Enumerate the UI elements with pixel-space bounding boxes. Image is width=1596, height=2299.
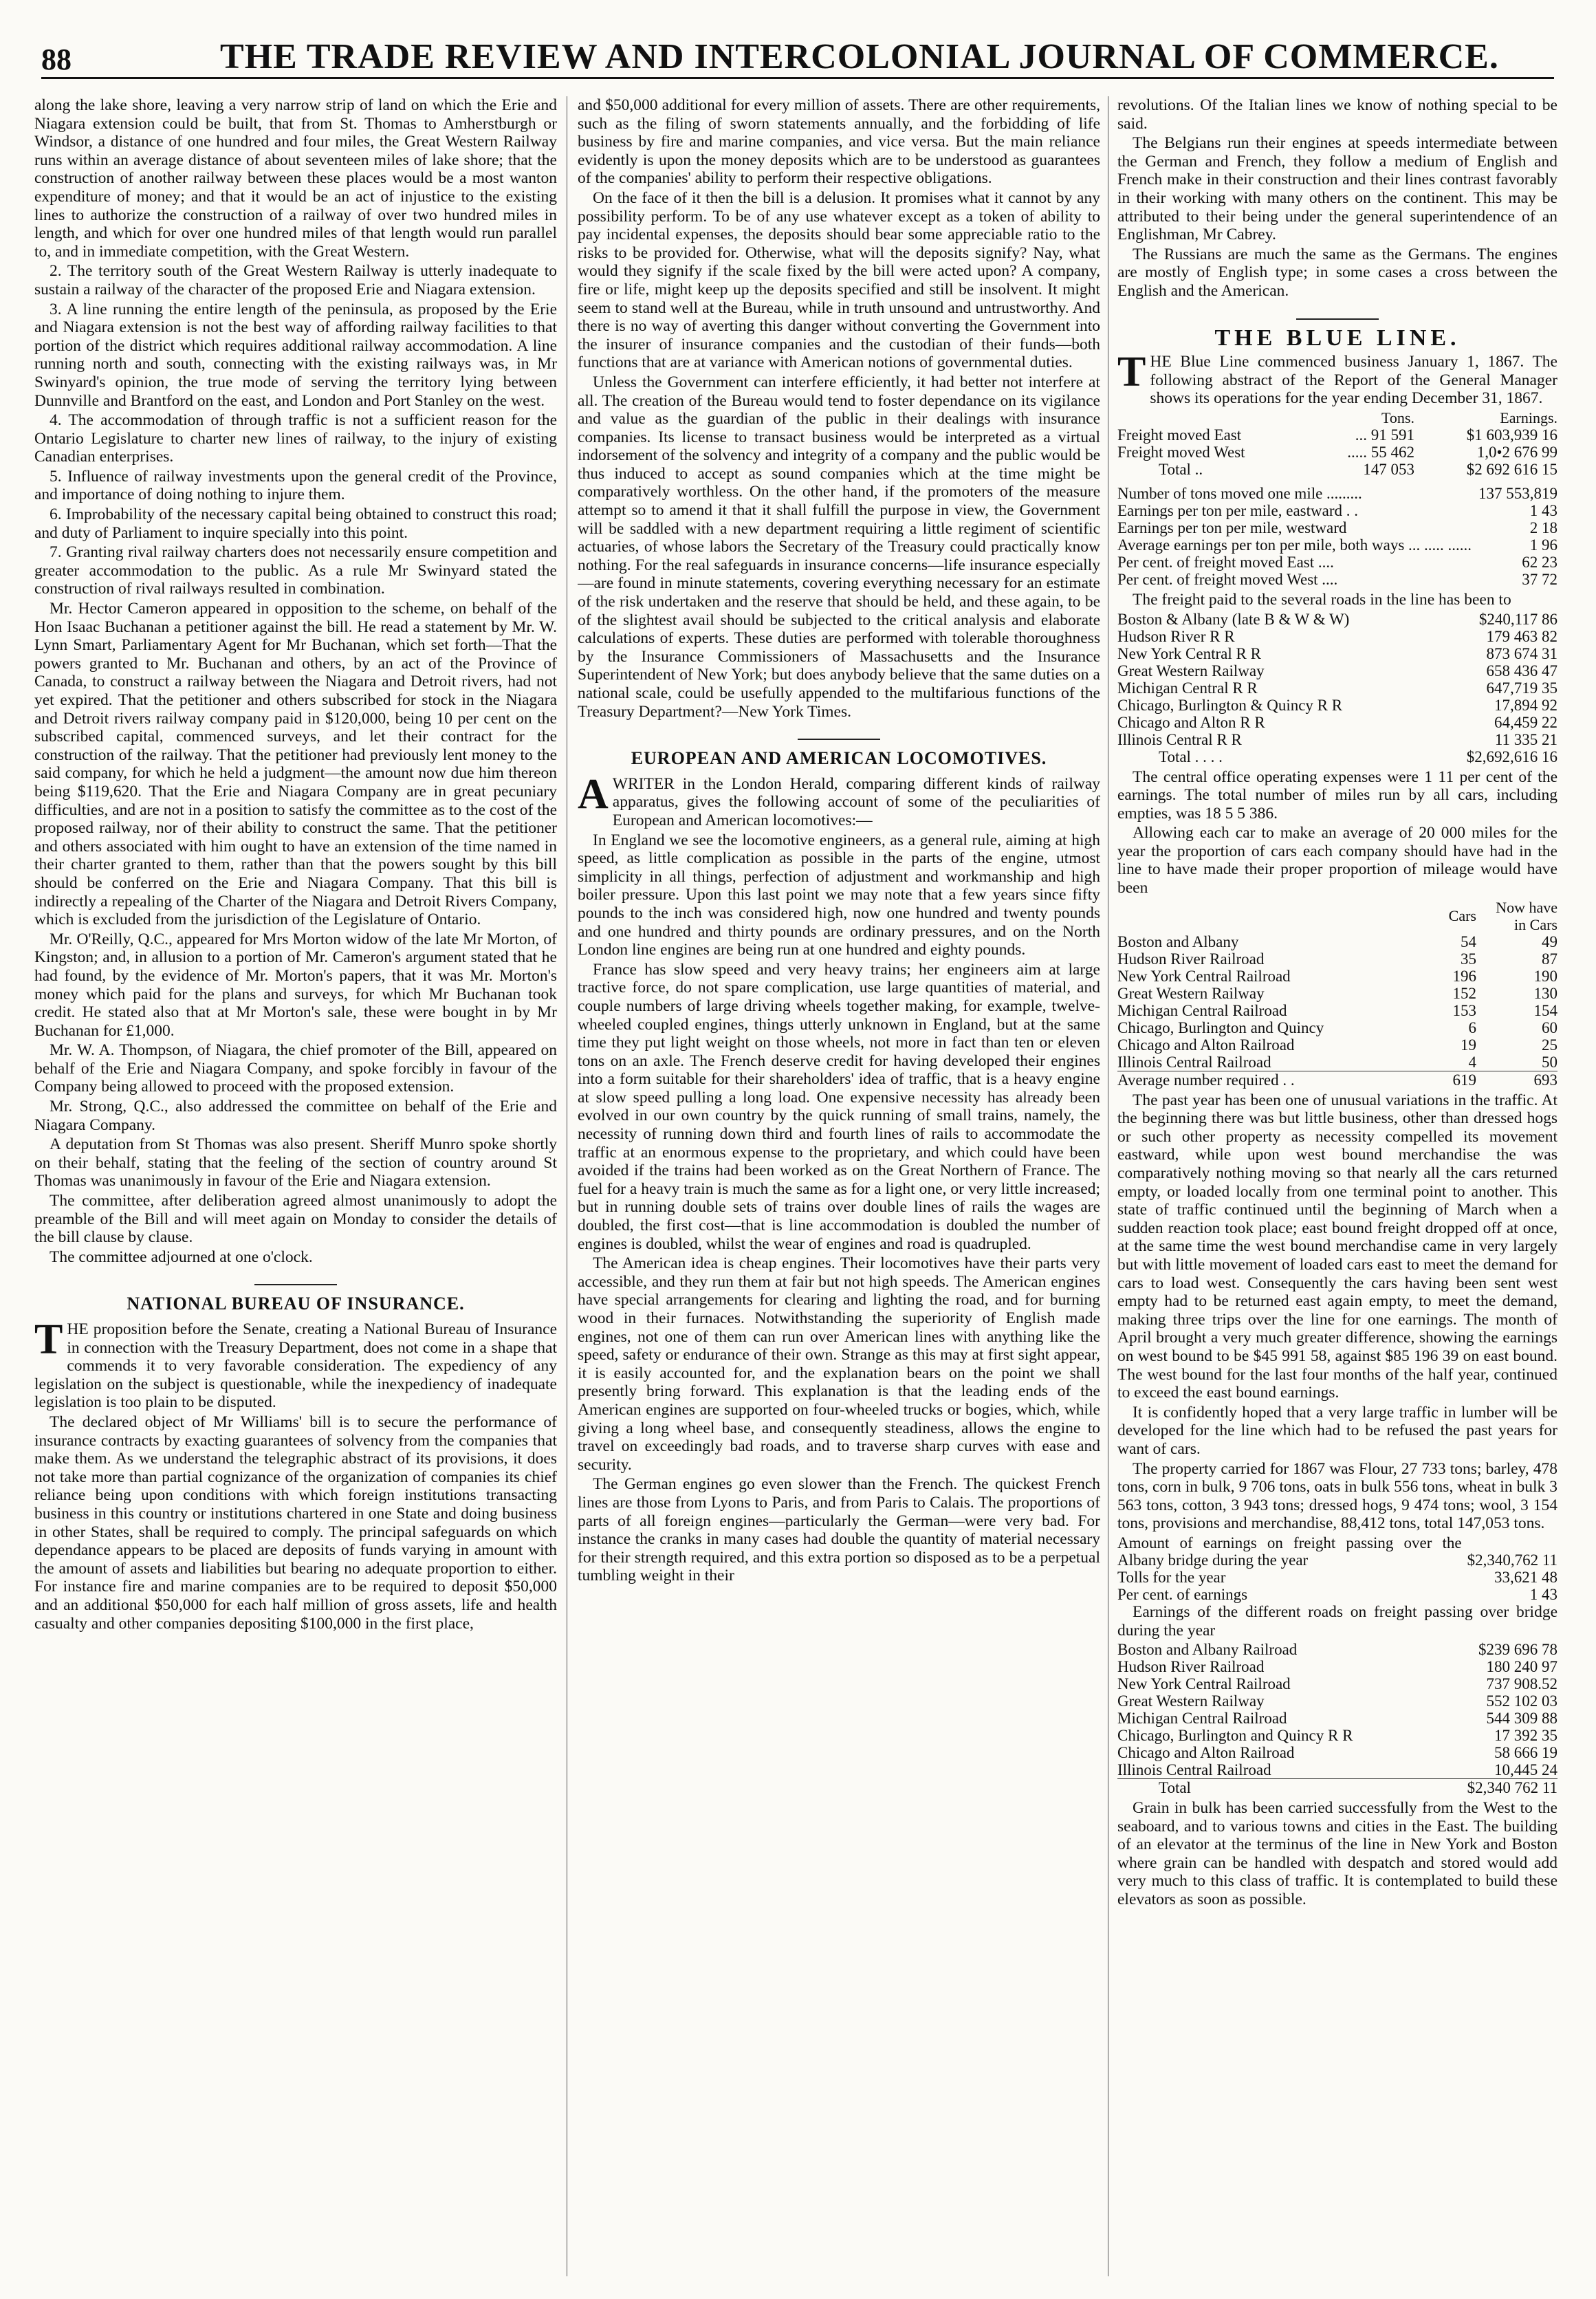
table-total-row	[1117, 461, 1557, 478]
column-2	[578, 96, 1100, 2276]
table-row	[1117, 571, 1557, 588]
locomotives-heading: EUROPEAN AND AMERICAN LOCOMOTIVES.	[631, 748, 1047, 769]
table-cell: New York Central R R	[1117, 644, 1261, 662]
freight-table	[1117, 409, 1557, 478]
table-cell: 693	[1476, 1071, 1557, 1089]
table-cell: 17 392 35	[1494, 1727, 1557, 1745]
table-cell: 544 309 88	[1486, 1710, 1557, 1728]
table-cell: 25	[1542, 1036, 1557, 1054]
table-row	[1117, 1675, 1557, 1692]
table-cell: Amount of earnings on freight passing over the Albany bridge during the year	[1117, 1534, 1462, 1569]
page-header	[41, 19, 1554, 79]
article-paragraph: The declared object of Mr Williams' bill is to secure the performance of insurance contracts by exacting guarantees of solvency from the companies that make them. As we understand the telegraphic abstract of its provisions, it does not take more than partial cognizance of the organization of companies its chief reliance being upon conditions with which foreign institutions transacting business in this country or institutions chartered in one State and doing business in other States, shall be required to comply. The principal safeguards on which dependance appears to be placed are deposits of funds varying in amount with the amount of assets and liabilities but bearing no adequate proportion to either. For instance fire and marine companies are to be required to deposit $50,000 and an additional $50,000 for each half million of gross assets, life and health casualty and other companies depositing $100,000 in the first place,	[34, 1413, 557, 1633]
table-cell: Boston and Albany	[1117, 933, 1239, 950]
table-row	[1117, 1641, 1557, 1658]
table-cell: Chicago, Burlington and Quincy R R	[1117, 1727, 1353, 1745]
table-header	[1117, 899, 1427, 933]
article-paragraph: 2. The territory south of the Great Western Railway is utterly inadequate to sustain a railway of the character of the proposed Erie and Niagara extension.	[34, 262, 557, 298]
table-cell: $2,340 762 11	[1430, 1779, 1557, 1797]
table-cell: 619	[1427, 1071, 1476, 1089]
lead-text: WRITER in the London Herald, comparing different kinds of railway apparatus, gives the following account of some of the peculiarities of European and American locomotives:—	[612, 774, 1100, 829]
table-cell: Chicago and Alton Railroad	[1117, 1036, 1295, 1054]
table-row	[1117, 628, 1557, 645]
article-paragraph: Allowing each car to make an average of 20 000 miles for the year the proportion of cars each company should have had in the line to have made their proper proportion of mileage would have been	[1117, 824, 1557, 897]
table-cell: Tolls for the year	[1117, 1568, 1226, 1586]
article-paragraph: revolutions. Of the Italian lines we know of nothing special to be said.	[1117, 96, 1557, 133]
table-row	[1117, 1002, 1557, 1019]
table-cell: Michigan Central R R	[1117, 679, 1258, 697]
operations-stats-table	[1117, 485, 1557, 588]
table-cell: $2 692 616 15	[1466, 460, 1557, 478]
table-cell: 153	[1452, 1001, 1476, 1019]
table-row	[1117, 1710, 1557, 1727]
table-row	[1117, 1569, 1557, 1586]
article-paragraph: 6. Improbability of the necessary capital being obtained to construct this road; and duty of Parliament to inquire specially into this point.	[34, 505, 557, 542]
article-paragraph: On the face of it then the bill is a delusion. It promises what it cannot by any possibility perform. To be of any use whatever except as a token of ability to pay incidental expenses, the deposits should bear some appreciable ratio to the risks to be provided for. Otherwise, what will the deposits signify? Nay, what would they signify if the scale fixed by the bill were acted upon? A company, fire or life, might keep up the deposits specified and still be insolvent. It might seem to stand well at the Bureau, while in truth unsound and untrustworthy. And there is no way of averting this danger without converting the Government into the insurer of insurance companies and the custodian of their funds—both functions that are at variance with American notions of governmental duties.	[578, 188, 1100, 372]
locomotives-lead-paragraph	[578, 770, 1100, 830]
table-cell: 147 053	[1363, 460, 1414, 478]
table-cell: Average earnings per ton per mile, both ways ... ..... ......	[1117, 536, 1472, 554]
table-row	[1117, 1658, 1557, 1675]
table-cell: Illinois Central R R	[1117, 730, 1242, 748]
article-paragraph: The German engines go even slower than the French. The quickest French lines are those from Lyons to Paris, and from Paris to Calais. The proportions of parts of all foreign engines—particularly the German—were very bad. For instance the cranks in many cases had double the quantity of material necessary for their strength required, and this extra portion so disposed as to be a perpetual tumbling weight in their	[578, 1475, 1100, 1585]
table-cell: ..... 55 462	[1347, 443, 1414, 461]
article-paragraph: It is confidently hoped that a very large traffic in lumber will be developed for the line which had to be refused the past years for want of cars.	[1117, 1403, 1557, 1458]
page-number: 88	[41, 43, 72, 76]
table-cell: 873 674 31	[1486, 644, 1557, 662]
table-row	[1117, 1761, 1557, 1779]
table-cell: 137 553,819	[1478, 484, 1557, 502]
table-cell: 50	[1542, 1053, 1557, 1071]
table-cell: Freight moved East	[1117, 426, 1242, 444]
table-header: Now have in Cars	[1496, 898, 1557, 933]
table-cell: 658 436 47	[1486, 662, 1557, 679]
table-cell: Total	[1117, 1779, 1430, 1797]
table-cell: New York Central Railroad	[1117, 967, 1291, 985]
drop-cap: T	[1117, 349, 1146, 396]
table-header	[1117, 409, 1307, 426]
table-cell: Chicago, Burlington and Quincy	[1117, 1018, 1324, 1036]
table-cell: New York Central Railroad	[1117, 1675, 1291, 1693]
table-row	[1117, 1586, 1557, 1603]
table-row	[1117, 1534, 1557, 1569]
article-paragraph: 4. The accommodation of through traffic is not a sufficient reason for the Ontario Legislature to charter new lines of railway, to the injury of existing Canadian enterprises.	[34, 411, 557, 466]
table-cell: 647,719 35	[1486, 679, 1557, 697]
table-cell: Per cent. of freight moved East ....	[1117, 553, 1334, 571]
table-cell: 62 23	[1522, 553, 1557, 571]
lead-text: HE proposition before the Senate, creating a National Bureau of Insurance in connection with the Treasury Department, does not come in a shape that commends it to very favorable consideration. The expediency of any legislation on the subject is questionable, while the inexpediency of inadequate legislation is too plain to be disputed.	[34, 1320, 557, 1412]
table-cell: 35	[1461, 950, 1476, 968]
table-cell: $1 603,939 16	[1466, 426, 1557, 444]
table-row	[1117, 1727, 1557, 1744]
table-row	[1117, 1692, 1557, 1710]
article-paragraph: The American idea is cheap engines. Their locomotives have their parts very accessible, and they run them at fair but not high speeds. The American engines have special arrangements for clearing and lighting the road, and for burning wood in their furnaces. Notwithstanding the superiority of English made engines, not one of them can run over American lines with anything like the speed, safety or endurance of their own. Strange as this may at first sight appear, it is easily accounted for, and the explanation bears on the point we shall presently bring forward. This explanation is that the leading ends of the American engines are supported on four-wheeled trucks or bogies, which, while giving a long wheel base, and consequently steadiness, allows the engine to travel on exceedingly bad roads, and to traverse sharp curves with ease and security.	[578, 1254, 1100, 1474]
table-cell: Michigan Central Railroad	[1117, 1710, 1287, 1728]
article-paragraph: Earnings of the different roads on freight passing over bridge during the year	[1117, 1602, 1557, 1639]
table-cell: Michigan Central Railroad	[1117, 1001, 1287, 1019]
article-paragraph: The freight paid to the several roads in the line has been to	[1133, 590, 1511, 609]
table-cell: Hudson River Railroad	[1117, 950, 1265, 968]
table-cell: $2,692,616 16	[1466, 748, 1557, 765]
table-cell: Hudson River Railroad	[1117, 1658, 1265, 1676]
table-row	[1117, 1036, 1557, 1054]
table-row	[1117, 950, 1557, 968]
table-cell: 60	[1542, 1018, 1557, 1036]
article-paragraph: 3. A line running the entire length of the peninsula, as proposed by the Erie and Niagara extension is not the best way of affording railway facilities to that portion of the district which requires additional railway accommodation. A line running north and south, connecting with the existing railways was, in Mr Swinyard's opinion, the true mode of serving the territory lying between Dunnville and Brantford on the east, and London and Port Stanley on the west.	[34, 300, 557, 410]
table-cell: Illinois Central Railroad	[1117, 1761, 1271, 1779]
table-row	[1117, 731, 1557, 748]
article-paragraph: The committee adjourned at one o'clock.	[50, 1247, 313, 1266]
table-cell: Number of tons moved one mile .........	[1117, 484, 1362, 502]
table-cell: Earnings per ton per mile, westward	[1117, 519, 1347, 536]
table-header: Cars	[1448, 907, 1476, 925]
table-cell: Chicago and Alton R R	[1117, 713, 1265, 731]
table-row	[1117, 645, 1557, 662]
table-cell: Earnings per ton per mile, eastward . .	[1117, 501, 1358, 519]
cars-table	[1117, 899, 1557, 1089]
table-cell: 87	[1542, 950, 1557, 968]
table-cell: 179 463 82	[1486, 627, 1557, 645]
table-cell: Per cent. of freight moved West ....	[1117, 570, 1338, 588]
table-cell: Hudson River R R	[1117, 627, 1235, 645]
table-cell: 1 43	[1529, 501, 1557, 519]
article-paragraph: A deputation from St Thomas was also present. Sheriff Munro spoke shortly on their behalf, stating that the feeling of the section of country around St Thomas was unanimously in favour of the Erie and Niagara extension.	[34, 1135, 557, 1190]
blue-line-lead-paragraph	[1117, 349, 1557, 408]
table-cell: 54	[1461, 933, 1476, 950]
bridge-earnings-summary-table	[1117, 1534, 1557, 1603]
table-row	[1117, 536, 1557, 554]
table-row	[1117, 933, 1557, 950]
table-row	[1117, 611, 1557, 628]
article-paragraph: The property carried for 1867 was Flour, 27 733 tons; barley, 478 tons, corn in bulk, 9 706 tons, oats in bulk 556 tons, wheat in bulk 3 563 tons, cotton, 3 943 tons; dressed hogs, 9 474 tons; wool, 3 154 tons, provisions and merchandise, 88,412 tons, total 147,053 tons.	[1117, 1459, 1557, 1533]
article-paragraph: France has slow speed and very heavy trains; her engineers aim at large tractive force, do not spare complication, use large quantities of material, and couple numbers of large driving wheels together making, for example, twelve-wheeled coupled engines, things utterly unknown in England, but at the same time they put light weight on those wheels, not more in fact than ten or eleven tons on an axle. The French deserve credit for having developed their engines into a form suitable for their shareholders' idea of traffic, that is a heavy engine at slow speed pulling a long load. One expensive necessity has already been evolved in our own country by the quick running of small trains, namely, the necessity of running down third and fourth lines of rails to accommodate the traffic at an enormous expense to the proprietary, and which could have been avoided if the trains had been worked as on the Great Northern of France. The fuel for a heavy train is much the same as for a light one, or very little increased; but in running double sets of trains over double lines of rails the wages are doubled, the first cost—that is line accommodation is doubled the number of engines is doubled, whilst the wear of engines and road is quadrupled.	[578, 960, 1100, 1253]
table-cell: Great Western Railway	[1117, 1692, 1265, 1710]
table-cell: Total ..	[1159, 460, 1203, 478]
table-cell: Illinois Central Railroad	[1117, 1053, 1271, 1071]
table-cell: 19	[1461, 1036, 1476, 1054]
table-cell: 196	[1452, 967, 1476, 985]
table-header: Tons.	[1381, 408, 1414, 426]
table-cell: Great Western Railway	[1117, 662, 1265, 679]
article-paragraph: 7. Granting rival railway charters does not necessarily ensure competition and greater accommodation to the public. As a rule Mr Swinyard stated the construction of rival railways resulted in combination.	[34, 543, 557, 598]
table-cell: $240,117 86	[1478, 610, 1557, 628]
table-total-row	[1117, 1071, 1557, 1089]
table-cell: ... 91 591	[1355, 426, 1414, 444]
table-cell: 64,459 22	[1494, 713, 1557, 731]
table-cell: $2,340,762 11	[1467, 1551, 1557, 1569]
table-cell: 10,445 24	[1494, 1761, 1557, 1779]
table-cell: 1 43	[1529, 1585, 1557, 1603]
table-cell: 1,0•2 676 99	[1476, 443, 1557, 461]
table-total-row	[1117, 748, 1557, 765]
table-cell: Total . . . .	[1159, 748, 1223, 765]
journal-title: THE TRADE REVIEW AND INTERCOLONIAL JOURNAL OF COMMERCE.	[220, 37, 1499, 76]
table-cell: 190	[1533, 967, 1557, 985]
table-cell: Average number required . .	[1117, 1071, 1427, 1089]
bridge-earnings-table	[1117, 1641, 1557, 1796]
lead-text: HE Blue Line commenced business January 1, 1867. The following abstract of the Report of the General Manager shows its operations for the year ending December 31, 1867.	[1150, 353, 1557, 408]
table-cell: 6	[1468, 1018, 1476, 1036]
table-cell: Boston & Albany (late B & W & W)	[1117, 610, 1350, 628]
table-row	[1117, 519, 1557, 536]
table-row	[1117, 679, 1557, 697]
article-paragraph: The past year has been one of unusual variations in the traffic. At the beginning there was but little business, other than dressed hogs or such other property as necessity compelled its movement eastward, while upon west bound merchandise the was comparatively nothing moving so that nearly all the cars returned empty, or loaded locally from one terminal point to another. This state of traffic continued until the beginning of March when a sudden reaction took place; east bound freight dropped off at once, at the same time the west bound merchandise came in very largely but with little movement of loaded cars east to meet the demand for cars to load west. Consequently the cars having been sent west empty had to be returned east again empty, to meet the demand, making three trips over the line for one earnings. The month of April brought a very much greater difference, showing the earnings on west bound to be $45 991 58, against $85 196 39 on east bound. The west bound for the last four months of the half year, continued to exceed the east bound earnings.	[1117, 1091, 1557, 1402]
table-cell: 180 240 97	[1486, 1658, 1557, 1676]
article-paragraph: Mr. Strong, Q.C., also addressed the committee on behalf of the Erie and Niagara Company.	[34, 1098, 557, 1134]
table-cell: Per cent. of earnings	[1117, 1585, 1248, 1603]
blue-line-heading: THE BLUE LINE.	[1214, 325, 1461, 351]
article-paragraph: 5. Influence of railway investments upon the general credit of the Province, and importance of doing nothing to injure them.	[34, 467, 557, 504]
section-divider	[798, 739, 880, 740]
table-cell: Chicago, Burlington & Quincy R R	[1117, 696, 1343, 714]
table-row	[1117, 697, 1557, 714]
table-cell: $239 696 78	[1478, 1641, 1557, 1659]
article-paragraph: The Belgians run their engines at speeds intermediate between the German and French, they follow a medium of English and French make in their construction and their lines contrast favorably in their working with many others on the continent. This may be attributed to their being under the general superintendence of an Englishman, Mr Cabrey.	[1117, 134, 1557, 244]
table-row	[1117, 444, 1557, 461]
table-row	[1117, 502, 1557, 519]
table-row	[1117, 968, 1557, 985]
table-cell: 1 96	[1529, 536, 1557, 554]
table-cell: 2 18	[1529, 519, 1557, 536]
article-paragraph: Grain in bulk has been carried successfully from the West to the seaboard, and to various towns and cities in the East. The building of an elevator at the terminus of the line in New York and Boston where grain can be handled with despatch and stored would add very much to this class of traffic. It is contemplated to build these elevators as soon as possible.	[1117, 1799, 1557, 1909]
table-cell: 17,894 92	[1494, 696, 1557, 714]
table-row	[1117, 985, 1557, 1002]
section-divider	[1296, 318, 1379, 320]
table-cell: 737 908.52	[1486, 1675, 1557, 1693]
article-paragraph: Mr. W. A. Thompson, of Niagara, the chief promoter of the Bill, appeared on behalf of the Erie and Niagara Company, and spoke forcibly in favour of the Company being allowed to proceed with the proposed extension.	[34, 1041, 557, 1096]
article-paragraph: Mr. O'Reilly, Q.C., appeared for Mrs Morton widow of the late Mr Morton, of Kingston; and, in allusion to a portion of Mr. Cameron's argument stated that he had found, by the evidence of Mr. Morton's papers, that it was Mr. Morton's money which paid for the plans and surveys, for which Mr Buchanan took credit. He stated also that at Mr Morton's sale, these were bought in by Mr Buchanan for £1,000.	[34, 930, 557, 1040]
article-paragraph: Unless the Government can interfere efficiently, it had better not interfere at all. The creation of the Bureau would tend to foster dependance on its vigilance and value as the guardian of the public in their dealings with insurance companies. Its license to transact business would be interpreted as a virtual indorsement of the solvency and integrity of a company and the public would be thus induced to accept as sound companies which at the time might be comparatively worthless. On the other hand, if the promoters of the measure attempt so to amend it that it shall fulfill the purpose in view, the Government will be saddled with a new department requiring a little regiment of scientific actuaries, of whose labors the Secretary of the Treasury could practically know nothing. For the real safeguards in insurance concerns—life insurance especially—are found in minute statements, covering everything necessary for an estimate of the risk undertaken and the reserve that should be held, and these again, to be of the slightest avail should be subjected to the critical analysis and elaborate calculations of experts. These duties are performed with tolerable thoroughness by the Insurance Commissioners of Massachusetts and the Insurance Superintendent of New York; but does anybody believe that the same duties on a national scale, could be usefully appended to the multifarious functions of the Treasury Department?—New York Times.	[578, 373, 1100, 721]
table-row	[1117, 1054, 1557, 1071]
table-cell: Freight moved West	[1117, 443, 1245, 461]
article-paragraph: In England we see the locomotive engineers, as a general rule, aiming at high speed, as little complication as possible in the parts of the engine, utmost simplicity in all things, perfection of adjustment and workmanship and high boiler pressure. Upon this last point we may note that a few years since fifty pounds to the inch was considered high, now one hundred and twenty pounds and one hundred and thirty pounds are ordinary pressures, and on the North London line engines are being run at one hundred and eighty pounds.	[578, 831, 1100, 959]
table-cell: 4	[1468, 1053, 1476, 1071]
table-cell: Chicago and Alton Railroad	[1117, 1744, 1295, 1762]
table-header: Earnings.	[1500, 408, 1557, 426]
article-paragraph: along the lake shore, leaving a very narrow strip of land on which the Erie and Niagara extension could be built, that from St. Thomas to Amherstburgh or Windsor, a distance of one hundred and four miles, the Great Western Railway runs within an average distance of about seventeen miles of lake shore; that the construction of another railway between these places would be a most wanton expenditure of money; and that it would be an act of injustice to the existing lines to authorize the construction of a railway of over two hundred miles in length, and which for over one hundred miles of that length would run parallel to, and in immediate competition, with the Great Western.	[34, 96, 557, 261]
roads-payment-table	[1117, 611, 1557, 765]
article-paragraph: The committee, after deliberation agreed almost unanimously to adopt the preamble of the Bill and will meet again on Monday to consider the details of the bill clause by clause.	[34, 1192, 557, 1247]
table-row	[1117, 714, 1557, 731]
article-paragraph: Mr. Hector Cameron appeared in opposition to the scheme, on behalf of the Hon Isaac Buchanan a petitioner against the bill. He read a statement by Mr. W. Lynn Smart, Parliamentary Agent for Mr Buchanan, which set forth—That the powers granted to Mr. Buchanan and others, by an act of the Province of Canada, to construct a railway between the Niagara and Detroit rivers, had not yet expired. That the petitioner and others subscribed for stock in the Niagara and Detroit rivers railway company paid in $120,000, being 10 per cent on the subscribed capital, commenced surveys, and let their contract for the construction of the railway. That the petitioner had previously lent money to the said company, for which he held a judgment—the amount now due him thereon being $119,620. That the Erie and Niagara Company are in great pecuniary difficulties, and are not in a position to satisfy the committee as to the cost of the proposed railway, nor of their ability to construct the same. That the petitioner and others associated with him ought to have an extension of the time named in their charter granted to them, rather than that the powers sought by this bill should be conferred on the Erie and Niagara Company. That this bill is indirectly a repealing of the Charter of the Niagara and Detroit Rivers Company, which is excluded from the jurisdiction of the Legislature of Ontario.	[34, 600, 557, 929]
table-cell: 11 335 21	[1494, 730, 1557, 748]
table-row	[1117, 426, 1557, 444]
table-cell: 33,621 48	[1494, 1568, 1557, 1586]
table-row	[1117, 662, 1557, 679]
column-1	[34, 96, 557, 2276]
table-cell: 49	[1542, 933, 1557, 950]
table-cell: Boston and Albany Railroad	[1117, 1641, 1298, 1659]
table-cell: 37 72	[1522, 570, 1557, 588]
table-cell: Great Western Railway	[1117, 984, 1265, 1002]
table-cell: 154	[1533, 1001, 1557, 1019]
insurance-lead-paragraph	[34, 1316, 557, 1412]
table-cell: 58 666 19	[1494, 1744, 1557, 1762]
railway-article	[34, 96, 557, 1266]
column-3	[1117, 96, 1557, 2276]
table-cell: 152	[1452, 984, 1476, 1002]
article-paragraph: The Russians are much the same as the Germans. The engines are mostly of English type; in some cases a cross between the English and the American.	[1117, 245, 1557, 300]
table-row	[1117, 554, 1557, 571]
table-cell: 552 102 03	[1486, 1692, 1557, 1710]
section-divider	[254, 1284, 337, 1285]
table-row	[1117, 1744, 1557, 1761]
drop-cap: A	[578, 770, 609, 818]
drop-cap: T	[34, 1316, 63, 1363]
insurance-heading: NATIONAL BUREAU OF INSURANCE.	[127, 1294, 465, 1314]
article-paragraph: and $50,000 additional for every million of assets. There are other requirements, such as the filing of sworn statements annually, and the forbidding of life business by fire and marine companies, and vice versa. But the main reliance evidently is upon the money deposits which are to be understood as guarantees of the companies' ability to perform their respective obligations.	[578, 96, 1100, 188]
article-paragraph: The central office operating expenses were 1 11 per cent of the earnings. The total number of miles run by all cars, including empties, was 18 5 5 386.	[1117, 767, 1557, 822]
table-cell: 130	[1533, 984, 1557, 1002]
table-row	[1117, 1019, 1557, 1036]
table-row	[1117, 485, 1557, 502]
table-total-row	[1117, 1779, 1557, 1797]
